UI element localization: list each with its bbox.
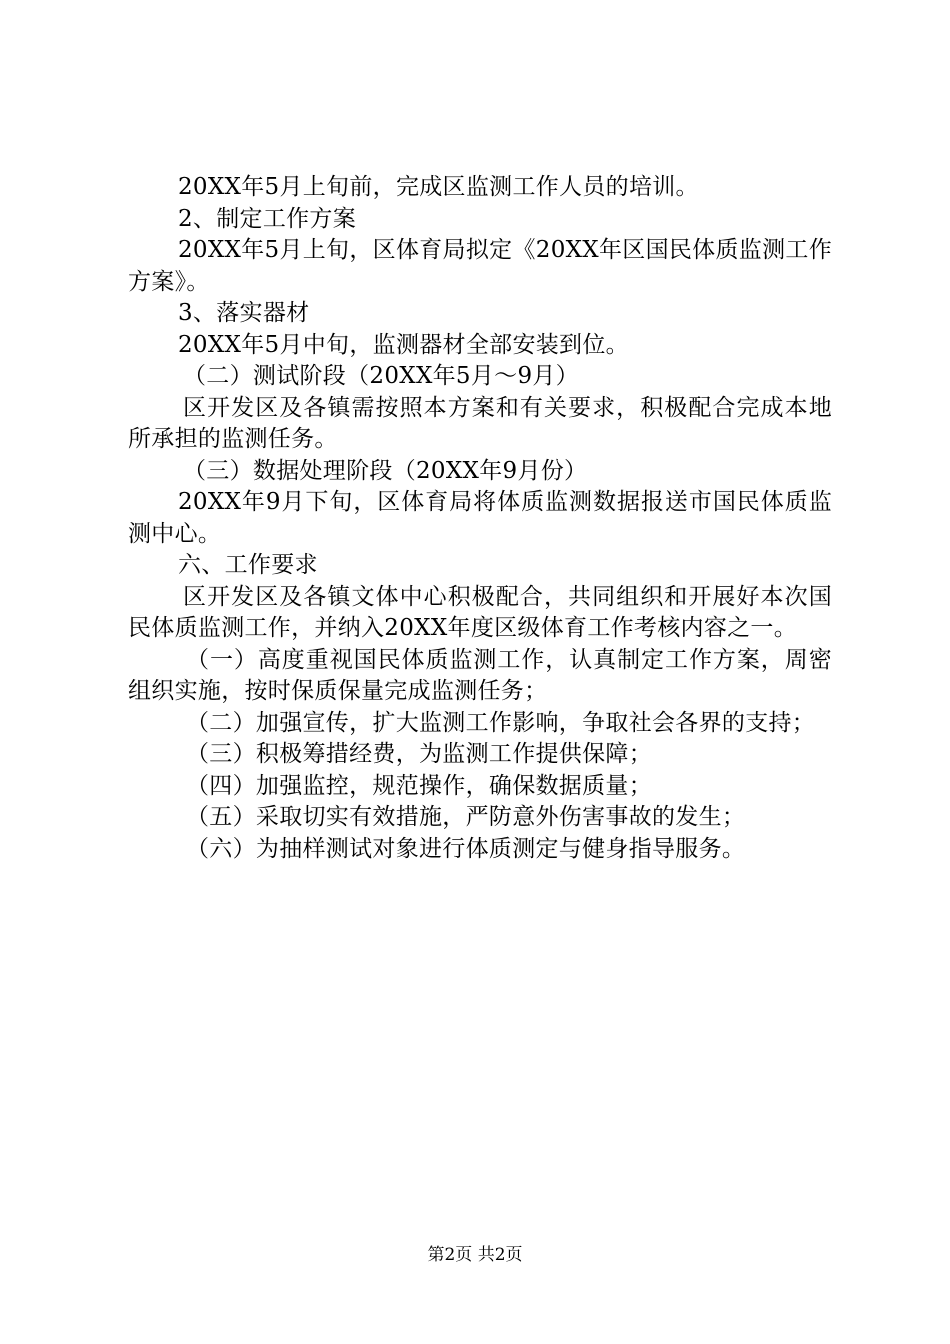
paragraph-equipment: 20XX年5月中旬，监测器材全部安装到位。 (178, 331, 629, 358)
requirement-item-6: （六）为抽样测试对象进行体质测定与健身指导服务。 (186, 835, 746, 862)
requirement-item-1: （一）高度重视国民体质监测工作，认真制定工作方案，周密组织实施，按时保质保量完成监测任务； (128, 646, 832, 704)
page-footer (0, 1244, 950, 1266)
heading-data-processing-stage: （三）数据处理阶段（20XX年9月份） (183, 457, 588, 484)
heading-equipment: 3、落实器材 (178, 300, 310, 326)
heading-testing-stage: （二）测试阶段（20XX年5月～9月） (183, 363, 579, 389)
paragraph-work-plan: 20XX年5月上旬，区体育局拟定《20XX年区国民体质监测工作方案》。 (128, 237, 832, 295)
heading-work-requirements: 六、工作要求 (178, 552, 318, 578)
requirement-item-2: （二）加强宣传，扩大监测工作影响，争取社会各界的支持； (186, 709, 816, 736)
paragraph-data-processing: 20XX年9月下旬，区体育局将体质监测数据报送市国民体质监测中心。 (128, 489, 832, 547)
heading-work-plan: 2、制定工作方案 (178, 205, 357, 232)
document-body (128, 172, 832, 865)
paragraph-training-schedule: 20XX年5月上旬前，完成区监测工作人员的培训。 (178, 174, 699, 200)
requirement-item-3: （三）积极筹措经费，为监测工作提供保障； (186, 741, 652, 767)
paragraph-work-requirements: 区开发区及各镇文体中心积极配合，共同组织和开展好本次国民体质监测工作，并纳入20XX年度区级体育工作考核内容之一。 (128, 583, 832, 641)
requirement-item-5: （五）采取切实有效措施，严防意外伤害事故的发生； (186, 804, 746, 830)
paragraph-testing-stage: 区开发区及各镇需按照本方案和有关要求，积极配合完成本地所承担的监测任务。 (128, 394, 832, 452)
page-number-label: 第2页 共2页 (427, 1245, 523, 1265)
requirement-item-4: （四）加强监控，规范操作，确保数据质量； (186, 772, 652, 799)
